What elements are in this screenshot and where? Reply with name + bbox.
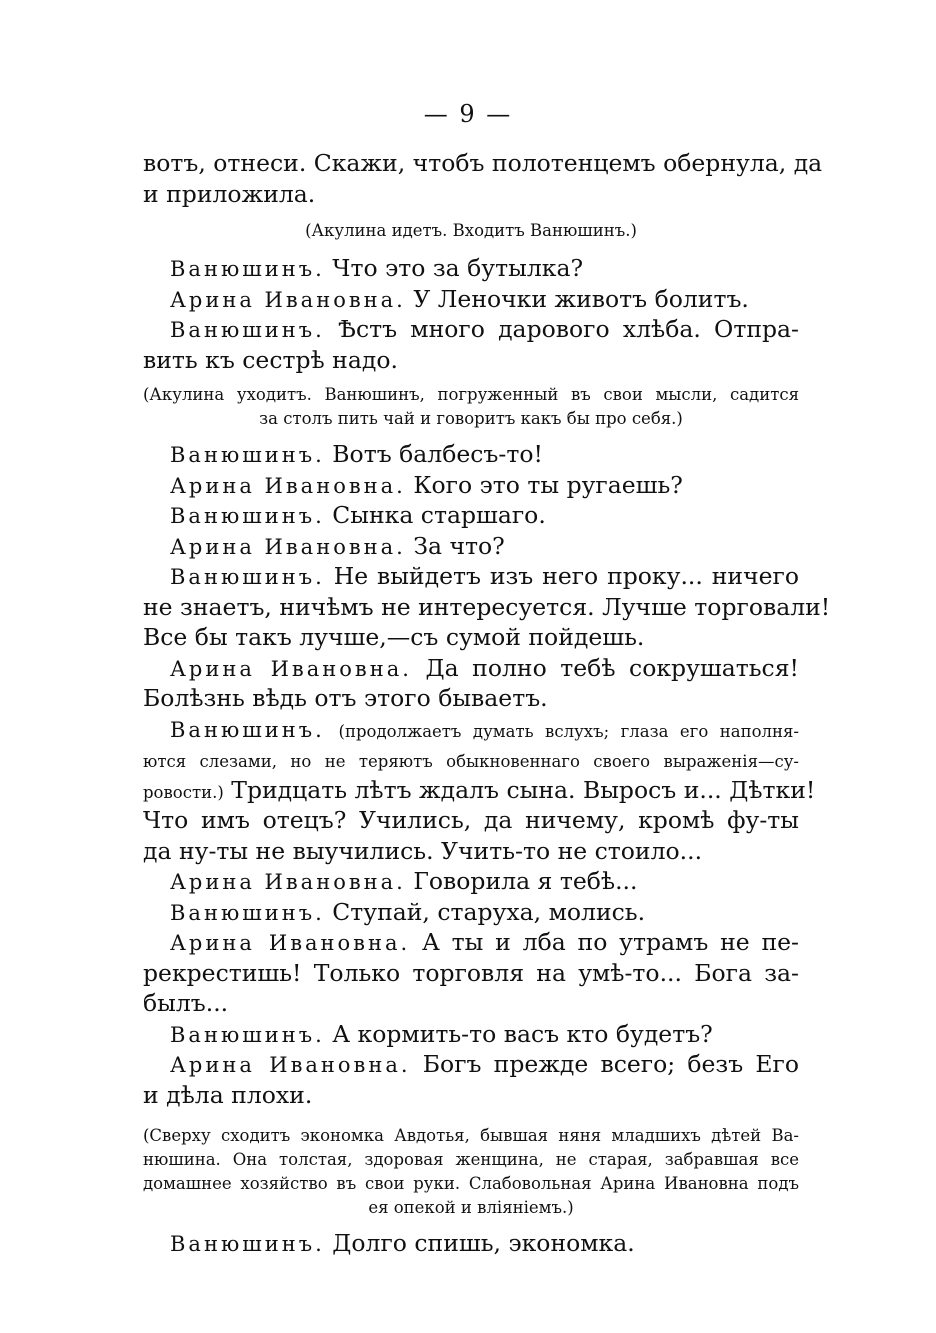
speaker-name: Ванюшинъ. — [170, 443, 325, 467]
text-line: ровости.) Тридцать лѣтъ ждалъ сына. Выросъ и... Дѣтки! — [143, 775, 816, 804]
text-line: вить къ сестрѣ надо. — [143, 345, 398, 374]
dialogue-line: Ванюшинъ. Ступай, старуха, молись. — [170, 897, 646, 926]
speaker-name: Ванюшинъ. — [170, 257, 325, 281]
speaker-name: Ванюшинъ. — [170, 900, 325, 925]
dialogue-line: Арина Ивановна. А ты и лба по утрамъ не пе- — [170, 928, 799, 956]
dialogue-line — [143, 714, 799, 745]
dialogue-line: Ванюшинъ. Долго спишь, экономка. — [170, 1229, 635, 1257]
text-line: да ну-ты не выучились. Учить-то не стоило... — [143, 836, 703, 865]
speaker-name: Арина Ивановна. — [170, 931, 411, 955]
dialogue-line: Арина Ивановна. Богъ прежде всего; безъ Его — [170, 1050, 799, 1078]
text-line: Болѣзнь вѣдь отъ этого бываетъ. — [143, 684, 548, 712]
text-line: Что имъ отецъ? Учились, да ничему, кромѣ фу-ты — [143, 806, 799, 834]
speaker-name: Арина Ивановна. — [170, 473, 406, 498]
speaker-name: Арина Ивановна. — [170, 656, 412, 681]
speaker-name: Арина Ивановна. — [170, 287, 406, 312]
page-number: — 9 — — [423, 100, 513, 128]
text-line: рекрестишь! Только торговля на умѣ-то... Бога за- — [143, 958, 799, 987]
stage-direction: ея опекой и вліяніемъ.) — [368, 1198, 574, 1217]
stage-direction: (Сверху сходитъ экономка Авдотья, бывшая няня младшихъ дѣтей Ва- — [143, 1126, 799, 1145]
dialogue-line: Арина Ивановна. Говорила я тебѣ... — [170, 867, 638, 895]
dialogue-line: Ванюшинъ. Вотъ балбесъ-то! — [170, 440, 543, 468]
dialogue-line: Ванюшинъ. Не выйдетъ изъ него проку... ничего — [170, 562, 799, 590]
dialogue-line: Арина Ивановна. Кого это ты ругаешь? — [170, 470, 683, 499]
dialogue-line: Арина Ивановна. Да полно тебѣ сокрушаться! — [170, 653, 799, 682]
stage-direction: нюшина. Она толстая, здоровая женщина, не старая, забравшая все — [143, 1150, 799, 1169]
text-line: не знаетъ, ничѣмъ не интересуется. Лучше торговали! — [143, 592, 831, 621]
play-text — [143, 148, 831, 1259]
text-line: и дѣла плохи. — [143, 1080, 313, 1109]
dialogue-line: Ванюшинъ. Что это за бутылка? — [170, 254, 584, 282]
speaker-name: Ванюшинъ. — [170, 504, 325, 528]
speaker-name: Ванюшинъ. — [170, 1232, 325, 1256]
speaker-name: Ванюшинъ. — [170, 565, 325, 589]
stage-direction: домашнее хозяйство въ свои руки. Слабовольная Арина Ивановна подъ — [143, 1174, 799, 1193]
speaker-name: Ванюшинъ. — [170, 1022, 325, 1047]
speaker-name: Ванюшинъ. — [170, 717, 325, 742]
speaker-name: Арина Ивановна. — [170, 870, 406, 894]
text-line: и приложила. — [143, 179, 316, 208]
text-line: былъ... — [143, 989, 229, 1017]
stage-direction: (Акулина уходитъ. Ванюшинъ, погруженный въ свои мысли, садится — [143, 385, 799, 404]
dialogue-line: Ванюшинъ. Ѣстъ много дарового хлѣба. Отпра- — [170, 315, 799, 343]
dialogue-line: Ванюшинъ. Сынка старшаго. — [170, 501, 546, 529]
speaker-name: Ванюшинъ. — [170, 318, 325, 342]
speaker-name: Арина Ивановна. — [170, 534, 406, 559]
text-line: вотъ, отнеси. Скажи, чтобъ полотенцемъ обернула, да — [143, 149, 823, 177]
inline-stage-direction: (продолжаетъ думать вслухъ; глаза его наполня- — [338, 721, 799, 741]
dialogue-line: Арина Ивановна. За что? — [170, 531, 505, 560]
speaker-name: Арина Ивановна. — [170, 1053, 411, 1077]
dialogue-line: Арина Ивановна. У Леночки животъ болитъ. — [170, 284, 749, 313]
stage-direction: (Акулина идетъ. Входитъ Ванюшинъ.) — [305, 221, 637, 240]
dialogue-line: Ванюшинъ. А кормить-то васъ кто будетъ? — [170, 1019, 713, 1048]
stage-direction: за столъ пить чай и говоритъ какъ бы про себя.) — [259, 409, 683, 428]
text-line: Все бы такъ лучше,—съ сумой пойдешь. — [143, 623, 645, 651]
inline-stage-direction: ются слезами, но не теряютъ обыкновеннаго своего выраженія—су- — [143, 752, 799, 771]
